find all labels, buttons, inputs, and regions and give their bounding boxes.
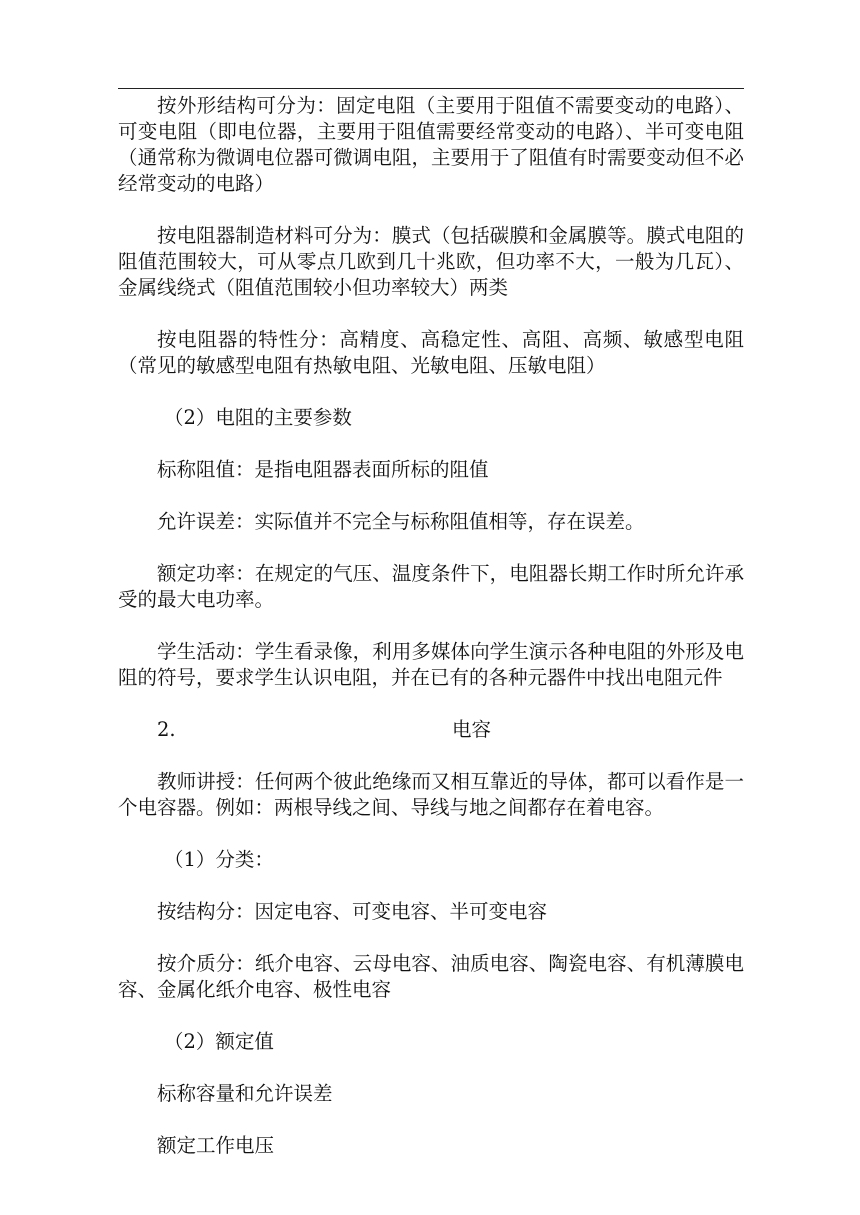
paragraph-tolerance: 允许误差：实际值并不完全与标称阻值相等，存在误差。 bbox=[157, 510, 645, 533]
paragraph-rated-voltage: 额定工作电压 bbox=[157, 1134, 275, 1157]
paragraph-shape-classification: 按外形结构可分为：固定电阻（主要用于阻值不需要变动的电路）、可变电阻（即电位器，主要用于阻值需要经常变动的电路）、半可变电阻（通常称为微调电位器可微调电阻，主要用于了阻值有时需要变动但不必经常变动的电路） bbox=[118, 94, 744, 195]
paragraph-by-structure: 按结构分：因定电容、可变电容、半可变电容 bbox=[157, 900, 548, 923]
section-title: 电容 bbox=[452, 718, 492, 741]
document-page bbox=[118, 88, 744, 1185]
subheading-rated-values: （2）额定值 bbox=[164, 1030, 274, 1053]
subheading-classification: （1）分类： bbox=[164, 848, 274, 871]
paragraph-characteristic-classification: 按电阻器的特性分：高精度、高稳定性、高阻、高频、敏感型电阻（常见的敏感型电阻有热敏电阻、光敏电阻、压敏电阻） bbox=[118, 328, 744, 377]
paragraph-student-activity: 学生活动：学生看录像，利用多媒体向学生演示各种电阻的外形及电阻的符号，要求学生认识电阻，并在已有的各种元器件中找出电阻元件 bbox=[118, 640, 744, 689]
paragraph-teacher-lecture: 教师讲授：任何两个彼此绝缘而又相互靠近的导体，都可以看作是一个电容器。例如：两根导线之间、导线与地之间都存在着电容。 bbox=[118, 770, 744, 819]
header-rule bbox=[118, 88, 744, 89]
paragraph-rated-power: 额定功率：在规定的气压、温度条件下，电阻器长期工作时所允许承受的最大电功率。 bbox=[118, 562, 744, 611]
paragraph-nominal-capacity: 标称容量和允许误差 bbox=[157, 1082, 333, 1105]
section-number: 2. bbox=[157, 718, 176, 741]
paragraph-nominal-resistance: 标称阻值：是指电阻器表面所标的阻值 bbox=[157, 458, 489, 481]
paragraph-material-classification: 按电阻器制造材料可分为：膜式（包括碳膜和金属膜等。膜式电阻的阻值范围较大，可从零点几欧到几十兆欧，但功率不大，一般为几瓦）、金属线绕式（阻值范围较小但功率较大）两类 bbox=[118, 224, 744, 299]
subheading-resistor-parameters: （2）电阻的主要参数 bbox=[164, 406, 352, 429]
section-heading-capacitor bbox=[118, 717, 744, 743]
paragraph-by-dielectric: 按介质分：纸介电容、云母电容、油质电容、陶瓷电容、有机薄膜电容、金属化纸介电容、极性电容 bbox=[118, 952, 744, 1001]
